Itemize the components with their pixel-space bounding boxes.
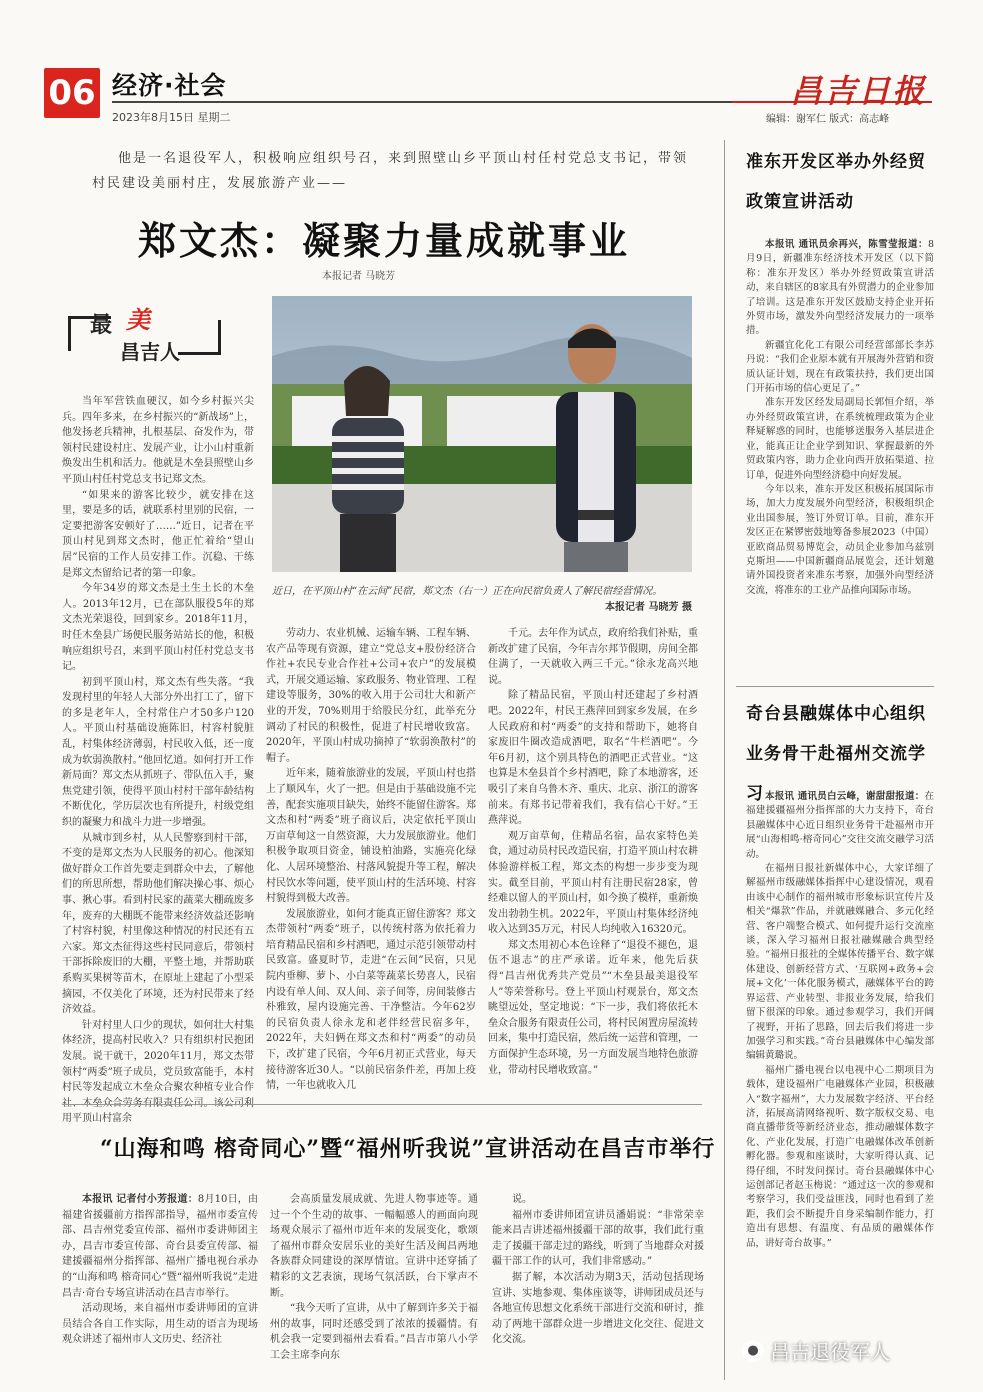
bottom-col-1: 本报讯 记者付小芳报道：8月10日，由福建省援疆前方指挥部指导，福州市委宣传部、昌吉州党委宣传部、福州市委讲师团主办，昌吉市委宣传部、奇台县委宣传部、福建援疆福州分指挥部、福州广播电视台承办的“山海和鸣 榕奇同心”暨“福州听我说”走进昌吉·奇台专场宣讲活动在昌吉市举行。 活动现场，来自福州市委讲师团的宣讲员结合各自工作实际，用生动的语言为现场观众讲述了福州市人文历史、经济社	[62, 1194, 258, 1346]
section-divider	[62, 1104, 702, 1105]
watermark-text: 昌吉退役军人	[770, 1340, 890, 1364]
paragraph: “如果来的游客比较少，就安排在这里，要是多的话，就联系村里别的民宿，一定要把游客安顿好了……”近日，记者在平顶山村见到郑文杰时，他正忙着给“望山居”民宿的工作人员安排工作。沉稳、干练是郑文杰留给记者的第一印象。	[62, 489, 254, 579]
photo-caption: 近日，在平顶山村“在云间”民宿，郑文杰（右一）正在向民宿负责人了解民宿经营情况。 本报记者 马晓芳 摄	[272, 584, 692, 616]
main-col-3	[488, 626, 698, 1078]
article-headline: 郑文杰：凝聚力量成就事业	[138, 218, 631, 263]
paragraph: 针对村里人口少的现状，如何壮大村集体经济，提高村民收入？只有组织村民抱团发展。说干就干，2020年11月，郑文杰带领村“两委”班子成员，党员致富能手，本村村民等发起成立木垒众合聚农种植专业合作 用平顶山村富余	[62, 1019, 254, 1125]
editors-line: 编辑：谢军仁 版式：高志峰	[766, 114, 890, 125]
bottom-col-2	[270, 1192, 478, 1364]
paragraph: 观万亩草甸，住精品名宿，品农家特色美食，通过动员村民改造民宿，打造平顶山村农耕体验游样板工程，郑文杰的构想一步步变为现实。截至目前，平顶山村有注册民宿28家，曾经难以留人的平顶山村，如今换了模样，重新焕发出勃勃生机。2022年，平顶山村集体经济纯收入达到35万元，村民人均纯收入16320元。	[488, 830, 698, 936]
header-rule	[112, 101, 732, 103]
paragraph: 当年军营铁血硬汉，如今乡村振兴尖兵。四年多来，在乡村振兴的“新战场”上，他发扬老兵精神，扎根基层、奋发作为，带领村民建设村庄、发展产业，让小山村重新焕发出生机和活力。他就是木垒县照壁山乡平顶山村任村党总支书记郑文杰。	[62, 396, 254, 485]
column-divider	[724, 140, 725, 1380]
main-col-2	[266, 626, 476, 1094]
side-article-1-headline: 准东开发区举办外经贸政策宣讲活动	[746, 152, 926, 212]
masthead-logo: 昌吉日报	[790, 72, 927, 110]
paragraph: 发展旅游业，如何才能真正留住游客？郑文杰带领村“两委”班子，以传统村落为依托着力培育精品民宿和乡村酒吧，通过示范引领带动村民致富。盛夏时节，走进“在云间”民宿，只见院内垂柳、萝卜、小白菜等蔬菜长势喜人，民宿内设有单人间、双人间、亲子间等，房间装修古朴雅致，屋内设施完善、干净整洁。今年62岁的民宿负责人徐永龙和老伴经营民宿多年，2022年，夫妇俩在郑文杰和村“两委”的动员下，改扩建了民宿，今年6月初正式营业，每天接待游客近30人。“以前民宿条件差，再加上疫情，一年也就收入几	[266, 908, 476, 1092]
paragraph: 据了解，本次活动为期3天，活动包括现场宣讲、实地参观、集体座谈等，讲师团成员还与各地宣传思想文化系统干部进行交流和研讨，推动了两地干部群众进一步增进文化交往、促进文化交流。	[492, 1271, 704, 1346]
dateline: 2023年8月15日 星期二	[112, 111, 231, 124]
paragraph: 福州市委讲师团宣讲员潘娟说：“非常荣幸能来昌吉讲述福州援疆干部的故事，我们此行重走了援疆干部走过的路线，听到了当地群众对援疆干部工作的认可，我们非常感动。”	[492, 1209, 704, 1268]
paragraph: 今年34岁的郑文杰是土生土长的木垒人。2013年12月，已在部队服役5年的郑文杰光荣退役，回到家乡。2018年11月，时任木垒县广场便民服务站站长的他，积极响应组织号召，来到平顶山村任村党总支书记。	[62, 583, 254, 673]
article-photo	[272, 296, 692, 572]
article-intro: 他是一名退役军人，积极响应组织号召，来到照壁山乡平顶山村任村党总支书记，带领村民建设美丽村庄，发展旅游产业——	[92, 151, 689, 191]
paragraph: 初到平顶山村，郑文杰有些失落。“我发现村里的年轻人大部分外出打工了，留下的多是老年人，全村常住户才50多户120人。平顶山村基础设施陈旧，村容村貌脏乱，村集体经济薄弱，村民收入低，还一度成为软弱涣散村。”他回忆道。如何打开工作新局面？郑文杰从抓班子、带队伍入手，聚焦党建引领，使得平顶山村村干部年龄结构不断优化，学历层次也有所提升，村级党组织的凝聚力和战斗力进一步增强。	[62, 676, 254, 829]
paragraph: 千元。去年作为试点，政府给我们补贴，重新改扩建了民宿，今年吉尔邦节假期，房间全都住满了，一天就收入两三千元。”徐永龙高兴地说。	[488, 628, 698, 686]
main-col-1	[62, 394, 254, 1127]
paragraph: 劳动力、农业机械、运输车辆、工程车辆、农产品等现有资源，建立“党总支+股份经济合作社+农民专业合作社+公司+农户”的发展模式，开展交通运输、家政服务、物业管理、工程建设等服务，30%的收入用于公司壮大和新产业的开发，70%则用于给股民分红，此举充分调动了村民的积极性，促进了村民增收致富。2020年，平顶山村成功摘掉了“软弱涣散村”的帽子。	[266, 628, 476, 764]
side-divider	[736, 686, 934, 687]
section-title: 经济·社会	[112, 71, 227, 100]
side-article-1-body: 本报讯 通讯员余再兴，陈雪莹报道：8月9日，新疆准东经济技术开发区（以下简称：准东开发区）举办外经贸政策宣讲活动，来自辖区的8家具有外贸潜力的企业参加了培训。这是准东开发区鼓励支持企业开拓外贸市场，激发外向型经济发展力的一项举措。 新疆宜化化工有限公司经营部部长李苏丹说：“我们企业原本就有开展海外营销和资质认证计划，现在有政策扶持，我们更出国门开拓市场的信心更足了。” 准东开发区经发局副局长郭恒介绍，举办外经贸政策宣讲，在系统梳理政策为企业释疑解惑的同时，也能够送服务入基层进企业，能真正让企业学到知识、掌握最新的外贸政策内容，助力企业向西开放拓渠道、拉订单，促进外向型经济稳中向好发展。 今年以来，准东开发区积极拓展国际市场，加大力度发展外向型经济，积极组织企业出国参展，签订外贸订单。目前，准东开发区正在紧锣密鼓地筹备参展2023（中国）亚欧商品贸易博览会，动员企业参加乌兹别克斯坦——中国新疆商品展览会，还计划邀请外国投资者来准东考察，加强外向型经济交流，将准东的工业产品推向国际市场。	[746, 239, 934, 596]
bottom-article-headline: “山海和鸣 榕奇同心”暨“福州听我说”宣讲活动在昌吉市举行	[100, 1136, 716, 1162]
paragraph: 郑文杰用初心本色诠释了“退役不褪色，退伍不退志”的庄严承诺。近年来，他先后获得“昌吉州优秀共产党员”“木垒县最美退役军人”等荣誉称号。登上平顶山村观景台，郑文杰眺望远处，坚定地说：“下一步，我们将依托木垒众合服务有限责任公司，将村民闲置房屋流转回来，集中打造民宿，然后统一运营和管理，一方面保护生态环境，另一方面发展当地特色旅游业，带动村民增收致富。”	[488, 939, 698, 1076]
zuimei-changjiren-badge: 最 美 昌吉人	[68, 302, 218, 364]
bottom-col-3	[492, 1192, 704, 1348]
photo-credit: 本报记者 马晓芳 摄	[605, 602, 692, 613]
page-number: 06	[44, 68, 100, 118]
side-article-2-headline: 奇台县融媒体中心组织业务骨干赴福州交流学习	[746, 704, 926, 804]
paragraph: 说。	[512, 1194, 532, 1205]
article-byline: 本报记者 马晓芳	[322, 271, 396, 282]
paragraph: 近年来，随着旅游业的发展，平顶山村也搭上了顺风车，火了一把。但是由于基础设施不完善，配套实施项目缺失，始终不能留住游客。郑文杰和村“两委”班子商议后，决定依托平顶山万亩草甸这一自然资源，大力发展旅游业。他们积极争取项目资金，铺设柏油路，实施亮化绿化、人居环境整治、村落风貌提升等工程，解决村民饮水等问题，使平顶山村的生活环境、村容村貌得到极大改善。	[266, 768, 476, 905]
paragraph: 除了精品民宿，平顶山村还建起了乡村酒吧。2022年，村民王燕萍回到家乡发展，在乡人民政府和村“两委”的支持和帮助下，她将自家废旧牛圈改造成酒吧，取名“牛栏酒吧”。今年6月初，这个别具特色的酒吧正式营业。“这也算是木垒县首个乡村酒吧，除了本地游客，还吸引了来自乌鲁木齐、重庆、北京、浙江的游客前来。有郑书记带着我们，我有信心干好。”王燕萍说。	[488, 690, 698, 827]
paragraph: 会高质量发展成就、先进人物事迹等。通过一个个生动的故事、一幅幅感人的画面向现场观众展示了福州市近年来的发展变化，歌颂了福州市群众安居乐业的美好生活及闽昌两地各族群众同建设的深厚情谊。宣讲中还穿插了精彩的文艺表演，现场气氛活跃，台下掌声不断。	[270, 1194, 478, 1299]
paragraph: “我今天听了宣讲，从中了解到许多关于福州的故事，同时还感受到了浓浓的援疆情。有机会我一定要到福州去看看。”昌吉市第八小学工会主席李向东	[270, 1303, 478, 1361]
paragraph: 从城市到乡村，从人民警察到村干部，不变的是郑文杰为人民服务的初心。他深知做好群众工作首先要走到群众中去，了解他们的所思所想，帮助他们解决操心事、烦心事、揪心事。看到村民家的蔬菜大棚疏废多年，废弃的大棚既不能带来经济效益还影响了村容村貌，村里像这种情况的村民还有五六家。郑文杰征得这些村民同意后，带领村干部拆除废旧的大棚，平整土地，并帮助联系购买果树等苗木，在原址上建起了小型采摘园，不仅美化了环境，还为村民带来了经济效益。	[62, 832, 254, 1016]
wechat-icon: ●	[742, 1340, 764, 1362]
side-article-2-body: 本报讯 通讯员白云峰，谢甜甜报道：在福建援疆福州分指挥部的大力支持下，奇台县融媒体中心近日组织业务骨干赴福州市开展“山海相鸣·榕奇同心”交往交流交融学习活动。 在福州日报社新媒体中心，大家详细了解福州市级融媒体指挥中心建设情况，观看由该中心制作的福州城市形象标识宣传片及相关“爆款”作品，并就融媒融合、多元化经营、客户端整合模式、如何提升运行交流座谈，深入学习福州日报社融媒融合典型经验。“福州日报社的全媒体传播平台、数字媒体建设、创新经营方式、‘互联网+政务+会展+文化’一体化服务模式，融媒体平台的跨界运营、产业转型、非报业务发展，给我们留下很深的印象。通过参观学习，我们开阔了视野，开拓了思路，回去后我们将进一步加强学习和实践。”奇台县融媒体中心编发部编辑黄璐说。 福州广播电视台以电视中心二期项目为载体，建设福州广电融媒体产业园，积极融入“数字福州”，大力发展数字经济、平台经济，拓展高清网络视听、数字版权交易、电商直播带货等新经济业态，推动融媒体数字化、产业化发展，打造广电融媒体改革创新孵化器。参观和座谈时，大家听得认真、记得仔细，不时发问探讨。奇台县融媒体中心运创部记者赵玉梅说：“通过这一次的参观和考察学习，我们受益匪浅，同时也看到了差距，我们会不断提升自身采编制作能力，打造出有思想、有温度、有品质的融媒体作品，讲好奇台故事。”	[746, 791, 934, 1249]
